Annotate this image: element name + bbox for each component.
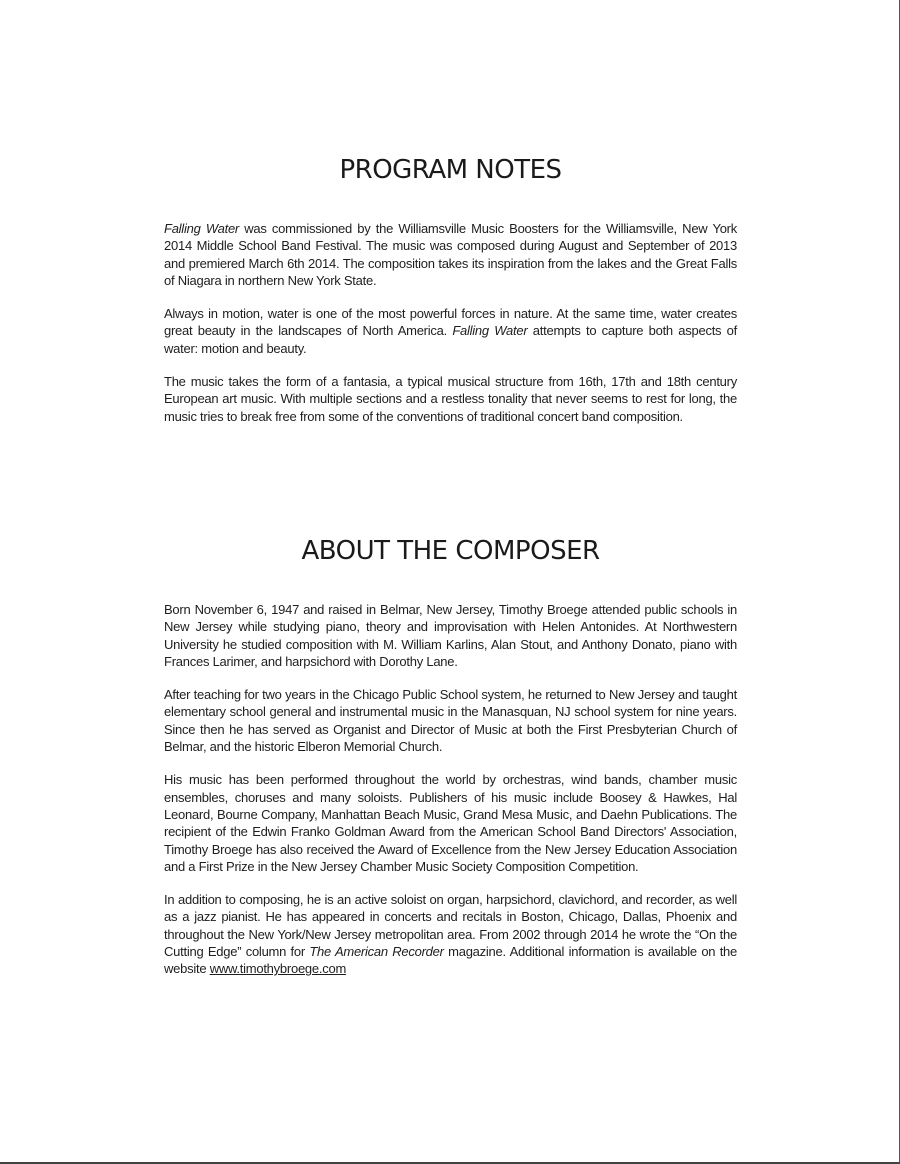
website-link[interactable]: www.timothybroege.com <box>209 961 347 977</box>
paragraph-text: was commissioned by the Williamsville Music Boosters for the Williamsville, New York 2014 Middle School Band Festival. The music was composed during August and September of 2013 and premiered March 6th 2014. The composition takes its inspiration from the lakes and the Great Falls of Niagara in northern New York State. <box>164 221 738 288</box>
program-notes-section <box>164 150 737 441</box>
composer-paragraph-2: After teaching for two years in the Chicago Public School system, he returned to New Jersey and taught elementary school general and instrumental music in the Manasquan, NJ school system for nine years. Since then he has served as Organist and Director of Music at both the First Presbyterian Church of Belmar, and the historic Elberon Memorial Church. <box>164 687 737 755</box>
program-notes-paragraph-1 <box>164 220 737 289</box>
composer-paragraph-3: His music has been performed throughout the world by orchestras, wind bands, chamber music ensembles, choruses and many soloists. Publishers of his music include Boosey & Hawkes, Hal Leonard, Bourne Company, Manhattan Beach Music, Grand Mesa Music, and Daehn Publications. The recipient of the Edwin Franko Goldman Award from the American School Band Directors' Association, Timothy Broege has also received the Award of Excellence from the New Jersey Education Association and a First Prize in the New Jersey Chamber Music Society Composition Competition. <box>164 772 737 874</box>
composer-paragraph-1: Born November 6, 1947 and raised in Belmar, New Jersey, Timothy Broege attended public schools in New Jersey while studying piano, theory and improvisation with Helen Antonides. At Northwestern University he studied composition with M. William Karlins, Alan Stout, and Anthony Donato, piano with Frances Larimer, and harpsichord with Dorothy Lane. <box>164 602 737 669</box>
program-notes-paragraph-3: The music takes the form of a fantasia, a typical musical structure from 16th, 17th and 18th century European art music. With multiple sections and a restless tonality that never seems to rest for long, the music tries to break free from some of the conventions of traditional concert band composition. <box>164 374 737 424</box>
paragraph-text: attempts to capture both aspects of water: motion and beauty. <box>164 323 737 356</box>
program-notes-paragraph-2 <box>164 305 737 357</box>
magazine-title: The American Recorder <box>309 944 444 960</box>
program-notes-heading: PROGRAM NOTES <box>339 155 562 185</box>
about-composer-section <box>164 531 737 994</box>
about-composer-heading: ABOUT THE COMPOSER <box>301 536 600 566</box>
paragraph-text: magazine. Additional information is available on the website <box>164 944 738 977</box>
work-title: Falling Water <box>164 221 240 236</box>
paragraph-text: In addition to composing, he is an active soloist on organ, harpsichord, clavichord, and recorder, as well as a jazz pianist. He has appeared in concerts and recitals in Boston, Chicago, Dallas, Phoenix and throughout the New York/New Jersey metropolitan area. From 2002 through 2014 he wrote the “On the Cutting Edge” column for <box>164 892 737 960</box>
work-title: Falling Water <box>452 323 528 339</box>
paragraph-text: Always in motion, water is one of the most powerful forces in nature. At the same time, water creates great beauty in the landscapes of North America. <box>164 306 737 339</box>
composer-paragraph-4 <box>164 891 737 977</box>
